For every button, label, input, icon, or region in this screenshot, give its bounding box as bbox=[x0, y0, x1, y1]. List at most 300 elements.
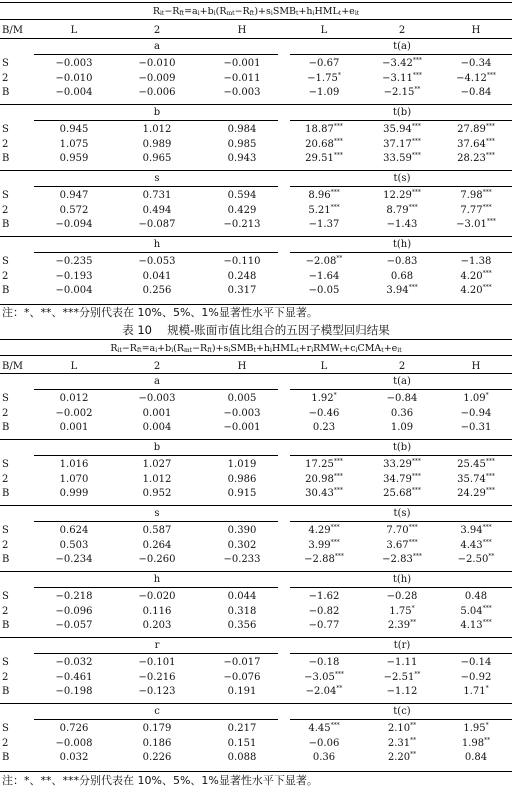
table-cell: 2.10** bbox=[387, 722, 417, 734]
table-cell: −4.12*** bbox=[456, 71, 496, 84]
table10-top-rule bbox=[0, 339, 512, 340]
group-split-rule-left bbox=[34, 252, 278, 253]
group-top-rule bbox=[0, 170, 512, 171]
row-label: B bbox=[2, 554, 10, 565]
row-label: B bbox=[2, 422, 10, 433]
group-split-rule-right bbox=[290, 587, 512, 588]
table-cell: 0.952 bbox=[142, 488, 172, 499]
table-row bbox=[0, 487, 512, 500]
table-row bbox=[0, 204, 512, 217]
group-label-t: t(h) bbox=[392, 239, 412, 250]
table-cell: −1.62 bbox=[308, 591, 340, 602]
group-label-row bbox=[0, 238, 512, 251]
table-cell: 4.20*** bbox=[460, 284, 492, 296]
row-label: B bbox=[2, 488, 10, 499]
table-cell: −0.006 bbox=[138, 87, 176, 98]
group-label-row bbox=[0, 106, 512, 119]
table-cell: 20.68*** bbox=[305, 137, 343, 150]
table-cell: 0.945 bbox=[59, 124, 89, 135]
table-cell: 27.89*** bbox=[457, 123, 495, 135]
group-split-rule-right bbox=[290, 653, 512, 654]
group-top-rule bbox=[0, 439, 512, 440]
table-cell: 0.959 bbox=[59, 153, 89, 164]
group-label-coef: a bbox=[154, 41, 160, 52]
table-cell: 34.79*** bbox=[383, 472, 421, 485]
table-row bbox=[0, 57, 512, 70]
table-cell: 0.032 bbox=[59, 752, 89, 763]
table-cell: −0.216 bbox=[138, 671, 176, 683]
table-cell: −0.001 bbox=[223, 422, 261, 433]
table-cell: 17.25*** bbox=[305, 458, 343, 470]
group-top-rule bbox=[0, 104, 512, 105]
table-cell: −0.31 bbox=[460, 422, 492, 433]
table-cell: 0.012 bbox=[59, 393, 89, 404]
table-cell: −0.06 bbox=[308, 737, 340, 749]
row-label: B bbox=[2, 620, 10, 631]
row-label: S bbox=[2, 393, 9, 404]
table-cell: −0.057 bbox=[55, 620, 93, 631]
group-split-rule-right bbox=[290, 521, 512, 522]
table-cell: 1.92* bbox=[311, 392, 337, 404]
table-row bbox=[0, 539, 512, 552]
table-cell: 0.317 bbox=[227, 285, 257, 296]
group-split-rule-left bbox=[34, 719, 278, 720]
table-cell: 0.503 bbox=[59, 539, 89, 551]
table-cell: −0.84 bbox=[460, 87, 492, 98]
row-label: S bbox=[2, 256, 9, 267]
table-cell: 0.36 bbox=[390, 407, 414, 419]
table-row bbox=[0, 605, 512, 618]
group-label-row bbox=[0, 375, 512, 388]
header-bm: B/M bbox=[2, 361, 23, 372]
table-cell: 0.23 bbox=[312, 422, 336, 433]
group-split-rule-right bbox=[290, 252, 512, 253]
table10-formula: $R_{it}-R_{ft}=a_i+b_i(R_{mt}-R_{ft})+s_iSMB_t+h_iHML_t+r_iRMW_t+c_iCMA_t+e_{it}$ bbox=[110, 343, 402, 354]
table-cell: −3.05*** bbox=[304, 670, 344, 683]
table-cell: 37.17*** bbox=[383, 137, 421, 150]
table-cell: 3.99*** bbox=[308, 538, 340, 551]
table-row bbox=[0, 524, 512, 537]
table-cell: −0.096 bbox=[55, 605, 93, 617]
table-cell: −0.004 bbox=[55, 87, 93, 98]
table-cell: −0.010 bbox=[138, 58, 176, 69]
row-label: S bbox=[2, 525, 9, 536]
table-cell: 30.43*** bbox=[305, 487, 343, 499]
table-cell: 1.019 bbox=[227, 459, 257, 470]
table-cell: 0.248 bbox=[227, 270, 257, 282]
table-cell: 1.012 bbox=[142, 473, 172, 485]
header-tl: L bbox=[320, 361, 328, 372]
table-cell: 0.044 bbox=[227, 591, 257, 602]
group-label-t: t(a) bbox=[393, 376, 411, 387]
table9-top-rule bbox=[0, 2, 512, 3]
table-cell: −0.053 bbox=[138, 256, 176, 267]
table-cell: 4.13*** bbox=[460, 619, 492, 631]
table-cell: −0.83 bbox=[386, 256, 418, 267]
group-label-t: t(s) bbox=[393, 508, 411, 519]
header-t2: 2 bbox=[398, 361, 406, 372]
table-cell: −0.017 bbox=[223, 657, 261, 668]
table-row bbox=[0, 255, 512, 268]
table-row bbox=[0, 722, 512, 735]
group-label-row bbox=[0, 40, 512, 53]
group-split-rule-left bbox=[34, 653, 278, 654]
table-cell: 0.005 bbox=[227, 393, 257, 404]
row-label: B bbox=[2, 752, 10, 763]
table-cell: 1.71* bbox=[463, 685, 489, 697]
table-cell: 4.29*** bbox=[308, 524, 340, 536]
table-cell: 0.624 bbox=[59, 525, 89, 536]
table-cell: −3.01*** bbox=[456, 218, 496, 230]
group-top-rule bbox=[0, 637, 512, 638]
row-label: S bbox=[2, 723, 9, 734]
row-label: 2 bbox=[2, 737, 9, 749]
table-cell: 0.186 bbox=[142, 737, 172, 749]
table-cell: −2.50** bbox=[457, 553, 495, 565]
table-cell: 0.001 bbox=[142, 407, 172, 419]
table-cell: 0.68 bbox=[390, 270, 414, 282]
table-cell: −0.260 bbox=[138, 554, 176, 565]
table-cell: 0.999 bbox=[59, 488, 89, 499]
table-row bbox=[0, 72, 512, 85]
table-cell: −0.002 bbox=[55, 407, 93, 419]
group-top-rule bbox=[0, 505, 512, 506]
table-cell: −1.11 bbox=[386, 657, 418, 668]
group-label-t: t(h) bbox=[392, 574, 412, 585]
table10-title: 表 10 规模-账面市值比组合的五因子模型回归结果 bbox=[122, 323, 390, 337]
table-row bbox=[0, 671, 512, 684]
table-row bbox=[0, 138, 512, 151]
group-label-t: t(r) bbox=[393, 640, 411, 651]
table-cell: 1.070 bbox=[59, 473, 89, 485]
table-cell: 7.77*** bbox=[460, 203, 492, 216]
table-row bbox=[0, 473, 512, 486]
table-cell: 0.390 bbox=[227, 525, 257, 536]
row-label: 2 bbox=[2, 204, 9, 216]
table-cell: −1.37 bbox=[308, 219, 340, 230]
header-2: 2 bbox=[153, 361, 161, 372]
table-cell: 7.70*** bbox=[386, 524, 418, 536]
group-label-t: t(s) bbox=[393, 173, 411, 184]
row-label: B bbox=[2, 153, 10, 164]
table-cell: 0.494 bbox=[142, 204, 172, 216]
table-cell: −1.09 bbox=[308, 87, 340, 98]
group-split-rule-left bbox=[34, 455, 278, 456]
table-cell: 37.64*** bbox=[457, 137, 495, 150]
group-label-t: t(c) bbox=[393, 706, 411, 717]
table-cell: 0.915 bbox=[227, 488, 257, 499]
header-tl: L bbox=[320, 25, 328, 36]
table-cell: −1.64 bbox=[308, 270, 340, 282]
row-label: B bbox=[2, 219, 10, 230]
table-row bbox=[0, 270, 512, 283]
table-cell: 0.986 bbox=[227, 473, 257, 485]
group-split-rule-left bbox=[34, 54, 278, 55]
table-cell: 0.179 bbox=[142, 723, 172, 734]
table-cell: −0.003 bbox=[55, 58, 93, 69]
row-label: 2 bbox=[2, 671, 9, 683]
table-cell: 3.94*** bbox=[386, 284, 418, 296]
table-cell: 0.726 bbox=[59, 723, 89, 734]
table-cell: 0.256 bbox=[142, 285, 172, 296]
group-label-coef: s bbox=[154, 508, 160, 519]
table-cell: −0.101 bbox=[138, 657, 176, 668]
table-cell: 0.731 bbox=[142, 190, 172, 201]
table-cell: −0.05 bbox=[308, 285, 340, 296]
table-row bbox=[0, 123, 512, 136]
table-row bbox=[0, 218, 512, 231]
group-split-rule-left bbox=[34, 186, 278, 187]
group-top-rule bbox=[0, 571, 512, 572]
table-cell: −0.003 bbox=[223, 87, 261, 98]
row-label: 2 bbox=[2, 270, 9, 282]
table10-bottom-rule bbox=[0, 771, 512, 772]
table-cell: 0.041 bbox=[142, 270, 172, 282]
table9-bottom-rule bbox=[0, 304, 512, 305]
table-cell: 0.36 bbox=[312, 752, 336, 763]
table-cell: 1.012 bbox=[142, 124, 172, 135]
group-split-rule-right bbox=[290, 389, 512, 390]
table-cell: −0.46 bbox=[308, 407, 340, 419]
table-cell: 0.264 bbox=[142, 539, 172, 551]
table-cell: −2.15** bbox=[383, 86, 421, 98]
group-label-row bbox=[0, 441, 512, 454]
table-cell: 0.004 bbox=[142, 422, 172, 433]
table-cell: −0.233 bbox=[223, 554, 261, 565]
table-cell: −0.14 bbox=[460, 657, 492, 668]
table-cell: 25.68*** bbox=[383, 487, 421, 499]
row-label: B bbox=[2, 686, 10, 697]
table-cell: 0.984 bbox=[227, 124, 257, 135]
group-label-row bbox=[0, 507, 512, 520]
row-label: 2 bbox=[2, 473, 9, 485]
table-cell: 0.001 bbox=[59, 422, 89, 433]
table-row bbox=[0, 86, 512, 99]
table-cell: 1.98** bbox=[461, 736, 491, 749]
group-top-rule bbox=[0, 703, 512, 704]
table9-formula: $R_{it}-R_{ft}=a_i+b_i(R_{mt}-R_{ft})+s_iSMB_t+h_iHML_t+e_{it}$ bbox=[152, 6, 360, 17]
table-row bbox=[0, 284, 512, 297]
table-cell: −2.88*** bbox=[304, 553, 344, 565]
table-cell: 24.29*** bbox=[457, 487, 495, 499]
table-cell: −1.43 bbox=[386, 219, 418, 230]
table-cell: −0.218 bbox=[55, 591, 93, 602]
group-top-rule bbox=[0, 38, 512, 39]
table-cell: −0.67 bbox=[308, 58, 340, 69]
table-cell: 0.48 bbox=[464, 591, 488, 602]
table-cell: 25.45*** bbox=[457, 458, 495, 470]
group-label-coef: h bbox=[153, 239, 161, 250]
header-h: H bbox=[237, 25, 247, 36]
table-cell: 5.04*** bbox=[460, 604, 492, 617]
table-cell: −0.076 bbox=[223, 671, 261, 683]
table-cell: −0.94 bbox=[460, 407, 492, 419]
table-cell: −0.094 bbox=[55, 219, 93, 230]
row-label: B bbox=[2, 87, 10, 98]
table-cell: −0.003 bbox=[138, 393, 176, 404]
group-split-rule-right bbox=[290, 455, 512, 456]
table-row bbox=[0, 553, 512, 566]
table-cell: 8.96*** bbox=[308, 189, 340, 201]
table-cell: 35.94*** bbox=[383, 123, 421, 135]
table-cell: 0.318 bbox=[227, 605, 257, 617]
table-row bbox=[0, 737, 512, 750]
group-label-coef: a bbox=[154, 376, 160, 387]
row-label: 2 bbox=[2, 72, 9, 84]
table-cell: −0.011 bbox=[223, 72, 261, 84]
table-row bbox=[0, 407, 512, 420]
row-label: 2 bbox=[2, 407, 9, 419]
table-cell: −1.12 bbox=[386, 686, 418, 697]
table-cell: −0.003 bbox=[223, 407, 261, 419]
header-th: H bbox=[471, 25, 481, 36]
table10-note: 注：*、**、***分别代表在 10%、5%、1%显著性水平下显著。 bbox=[2, 774, 318, 787]
row-label: S bbox=[2, 190, 9, 201]
table-cell: 0.088 bbox=[227, 752, 257, 763]
table-cell: 0.191 bbox=[227, 686, 257, 697]
table-cell: −0.009 bbox=[138, 72, 176, 84]
table-cell: −0.010 bbox=[55, 72, 93, 84]
table-cell: −0.234 bbox=[55, 554, 93, 565]
group-label-coef: s bbox=[154, 173, 160, 184]
table-cell: −1.75* bbox=[307, 71, 341, 84]
table-cell: −0.032 bbox=[55, 657, 93, 668]
table10-formula-rule bbox=[0, 355, 512, 356]
table-cell: 0.356 bbox=[227, 620, 257, 631]
group-label-coef: b bbox=[153, 107, 161, 118]
row-label: B bbox=[2, 285, 10, 296]
table-cell: 1.95* bbox=[463, 722, 489, 734]
table10-header-row bbox=[0, 360, 512, 373]
table-cell: −0.213 bbox=[223, 219, 261, 230]
table-cell: 4.45*** bbox=[308, 722, 340, 734]
group-label-t: t(a) bbox=[393, 41, 411, 52]
group-label-row bbox=[0, 639, 512, 652]
row-label: S bbox=[2, 591, 9, 602]
table-cell: 0.985 bbox=[227, 138, 257, 150]
table-cell: 33.59*** bbox=[383, 152, 421, 164]
group-label-coef: r bbox=[154, 640, 160, 651]
table-cell: −3.11*** bbox=[382, 71, 422, 84]
group-label-coef: c bbox=[154, 706, 160, 717]
group-label-row bbox=[0, 705, 512, 718]
table-cell: 0.943 bbox=[227, 153, 257, 164]
table-cell: −0.193 bbox=[55, 270, 93, 282]
table-cell: 18.87*** bbox=[305, 123, 343, 135]
table-cell: 1.09 bbox=[390, 422, 414, 433]
table-cell: 0.965 bbox=[142, 153, 172, 164]
table-cell: −0.84 bbox=[386, 393, 418, 404]
table-cell: 4.20*** bbox=[460, 269, 492, 282]
table-cell: 33.29*** bbox=[383, 458, 421, 470]
header-2: 2 bbox=[153, 25, 161, 36]
group-top-rule bbox=[0, 236, 512, 237]
table-cell: −0.235 bbox=[55, 256, 93, 267]
table-cell: 0.151 bbox=[227, 737, 257, 749]
table-cell: −0.020 bbox=[138, 591, 176, 602]
table-cell: 1.09* bbox=[463, 392, 489, 404]
group-top-rule bbox=[0, 373, 512, 374]
table-cell: −0.110 bbox=[223, 256, 261, 267]
table-cell: 3.67*** bbox=[386, 538, 418, 551]
table-cell: 29.51*** bbox=[305, 152, 343, 164]
table-cell: 0.226 bbox=[142, 752, 172, 763]
table9-note: 注：*、**、***分别代表在 10%、5%、1%显著性水平下显著。 bbox=[2, 306, 318, 319]
header-l: L bbox=[70, 25, 78, 36]
table-cell: 5.21*** bbox=[308, 203, 340, 216]
table-row bbox=[0, 189, 512, 202]
table-cell: −0.82 bbox=[308, 605, 340, 617]
table-cell: 1.75* bbox=[389, 604, 415, 617]
group-split-rule-right bbox=[290, 186, 512, 187]
table-cell: −0.001 bbox=[223, 58, 261, 69]
group-label-t: t(b) bbox=[392, 107, 412, 118]
row-label: S bbox=[2, 459, 9, 470]
table-cell: −0.34 bbox=[460, 58, 492, 69]
table-cell: −0.461 bbox=[55, 671, 93, 683]
table-row bbox=[0, 458, 512, 471]
group-label-row bbox=[0, 573, 512, 586]
table-cell: 0.429 bbox=[227, 204, 257, 216]
table-cell: −0.77 bbox=[308, 620, 340, 631]
table-cell: −2.83*** bbox=[382, 553, 422, 565]
table-cell: −2.08** bbox=[305, 255, 343, 267]
table-cell: 20.98*** bbox=[305, 472, 343, 485]
table-cell: −3.42*** bbox=[382, 57, 422, 69]
table-row bbox=[0, 152, 512, 165]
table-cell: 1.027 bbox=[142, 459, 172, 470]
table-cell: 3.94*** bbox=[460, 524, 492, 536]
table-row bbox=[0, 590, 512, 603]
table-cell: −1.38 bbox=[460, 256, 492, 267]
row-label: 2 bbox=[2, 138, 9, 150]
table-cell: 1.016 bbox=[59, 459, 89, 470]
group-label-t: t(b) bbox=[392, 442, 412, 453]
table-cell: −0.087 bbox=[138, 219, 176, 230]
table-cell: −0.198 bbox=[55, 686, 93, 697]
table-row bbox=[0, 751, 512, 764]
table-cell: 0.587 bbox=[142, 525, 172, 536]
row-label: 2 bbox=[2, 539, 9, 551]
table-cell: −0.28 bbox=[386, 591, 418, 602]
table-cell: 28.23*** bbox=[457, 152, 495, 164]
table-cell: −0.123 bbox=[138, 686, 176, 697]
row-label: S bbox=[2, 657, 9, 668]
header-h: H bbox=[237, 361, 247, 372]
table-cell: 0.84 bbox=[464, 752, 488, 763]
header-t2: 2 bbox=[398, 25, 406, 36]
table-cell: 35.74*** bbox=[457, 472, 495, 485]
table-cell: 1.075 bbox=[59, 138, 89, 150]
group-split-rule-right bbox=[290, 719, 512, 720]
table-cell: 0.572 bbox=[59, 204, 89, 216]
table-cell: 0.203 bbox=[142, 620, 172, 631]
group-label-coef: h bbox=[153, 574, 161, 585]
table-cell: 12.29*** bbox=[383, 189, 421, 201]
group-split-rule-left bbox=[34, 521, 278, 522]
table-row bbox=[0, 619, 512, 632]
table-cell: 2.31** bbox=[387, 736, 417, 749]
table-cell: −2.51** bbox=[383, 670, 421, 683]
table-cell: −0.92 bbox=[460, 671, 492, 683]
table-cell: 0.989 bbox=[142, 138, 172, 150]
table-row bbox=[0, 421, 512, 434]
table-row bbox=[0, 656, 512, 669]
group-split-rule-left bbox=[34, 587, 278, 588]
row-label: 2 bbox=[2, 605, 9, 617]
header-l: L bbox=[70, 361, 78, 372]
group-split-rule-left bbox=[34, 389, 278, 390]
